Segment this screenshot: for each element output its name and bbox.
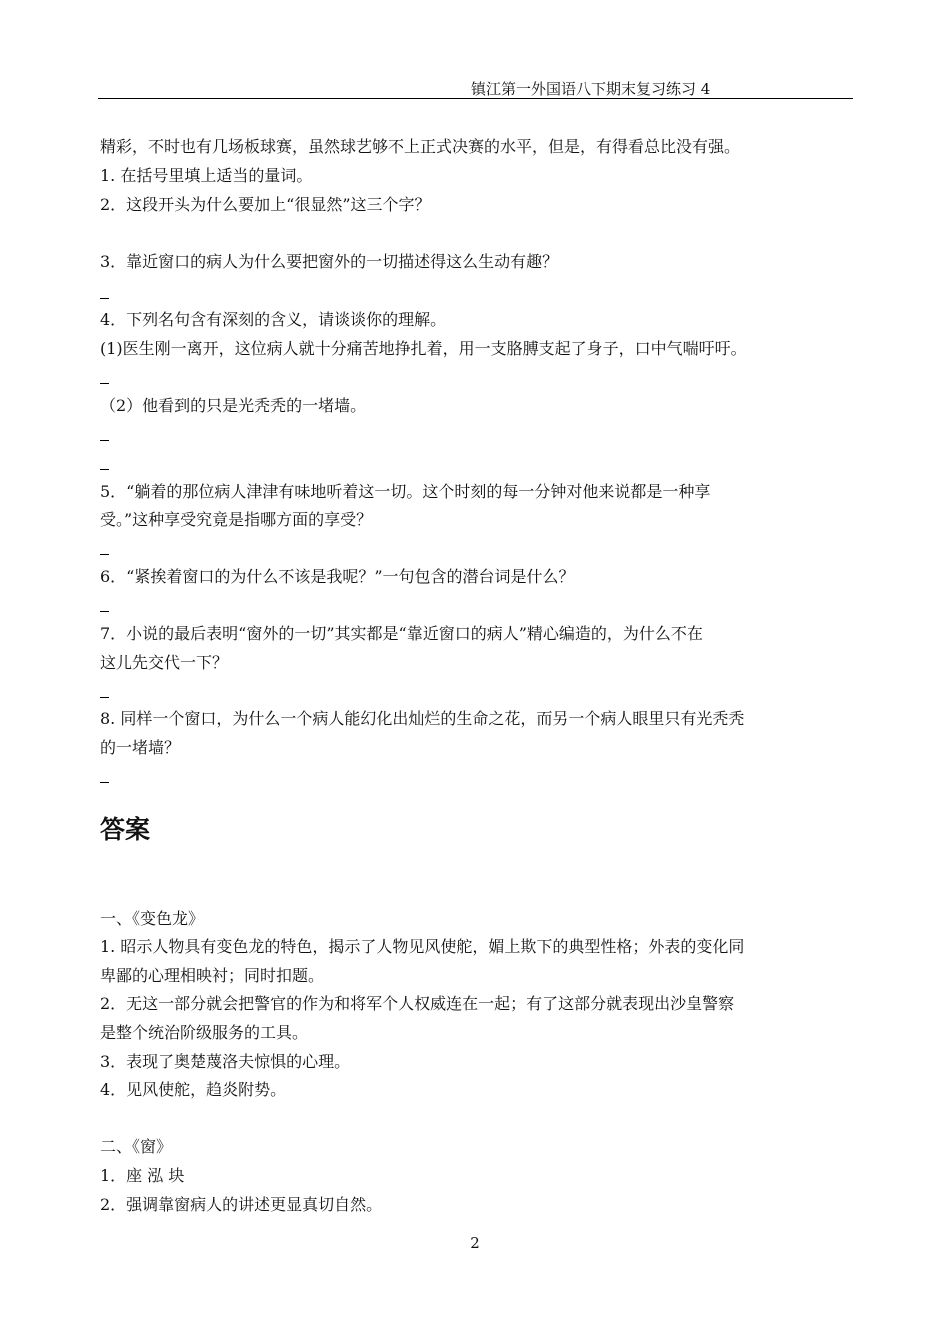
question-3: 3．靠近窗口的病人为什么要把窗外的一切描述得这么生动有趣？: [100, 252, 559, 271]
page-header: [98, 76, 853, 99]
answer-1-line-2: 卑鄙的心理相映衬；同时扣题。: [100, 966, 325, 985]
header-title: 镇江第一外国语八下期末复习练习 4: [471, 80, 711, 98]
question-5-line-2: 受。”这种享受究竟是指哪方面的享受？: [100, 510, 373, 529]
answer-blank[interactable]: [100, 696, 109, 698]
answer-blank[interactable]: [100, 781, 109, 783]
question-7-line-2: 这儿先交代一下？: [100, 653, 229, 672]
question-2: 2．这段开头为什么要加上“很显然”这三个字？: [100, 195, 431, 214]
question-4-part-1: (1)医生刚一离开，这位病人就十分痛苦地挣扎着，用一支胳膊支起了身子，口中气喘吁吁。: [100, 339, 747, 358]
answer-blank[interactable]: [100, 297, 109, 299]
answer-blank[interactable]: [100, 439, 109, 441]
question-8-line-1: 8. 同样一个窗口，为什么一个病人能幻化出灿烂的生命之花，而另一个病人眼里只有光秃秃: [100, 709, 745, 728]
question-7-line-1: 7．小说的最后表明“窗外的一切”其实都是“靠近窗口的病人”精心编造的，为什么不在: [100, 624, 703, 643]
question-6: 6．“紧挨着窗口的为什么不该是我呢？”一句包含的潜台词是什么？: [100, 567, 575, 586]
section-2-answer-2: 2．强调靠窗病人的讲述更显真切自然。: [100, 1195, 383, 1214]
section-2-heading: 二、《窗》: [100, 1137, 173, 1156]
answer-title: 答案: [100, 815, 151, 844]
answer-3: 3．表现了奥楚蔑洛夫惊惧的心理。: [100, 1052, 351, 1071]
answer-2-line-2: 是整个统治阶级服务的工具。: [100, 1023, 309, 1042]
section-1-heading: 一、《变色龙》: [100, 909, 205, 928]
question-4: 4．下列名句含有深刻的含义，请谈谈你的理解。: [100, 310, 447, 329]
answer-1-line-1: 1. 昭示人物具有变色龙的特色，揭示了人物见风使舵，媚上欺下的典型性格；外表的变化同: [100, 937, 745, 956]
answer-blank[interactable]: [100, 610, 109, 612]
page-number: 2: [470, 1234, 480, 1252]
question-5-line-1: 5．“躺着的那位病人津津有味地听着这一切。这个时刻的每一分钟对他来说都是一种享: [100, 482, 711, 501]
question-8-line-2: 的一堵墙？: [100, 738, 181, 757]
answer-blank[interactable]: [100, 468, 109, 470]
question-intro: 精彩，不时也有几场板球赛，虽然球艺够不上正式决赛的水平，但是，有得看总比没有强。: [100, 137, 741, 156]
answer-2-line-1: 2．无这一部分就会把警官的作为和将军个人权威连在一起；有了这部分就表现出沙皇警察: [100, 994, 735, 1013]
question-4-part-2: （2）他看到的只是光秃秃的一堵墙。: [100, 396, 367, 415]
answer-4: 4．见风使舵，趋炎附势。: [100, 1080, 287, 1099]
answer-blank[interactable]: [100, 553, 109, 555]
section-2-answer-1: 1．座 泓 块: [100, 1166, 185, 1185]
answer-blank[interactable]: [100, 382, 109, 384]
question-1: 1. 在括号里填上适当的量词。: [100, 166, 313, 185]
